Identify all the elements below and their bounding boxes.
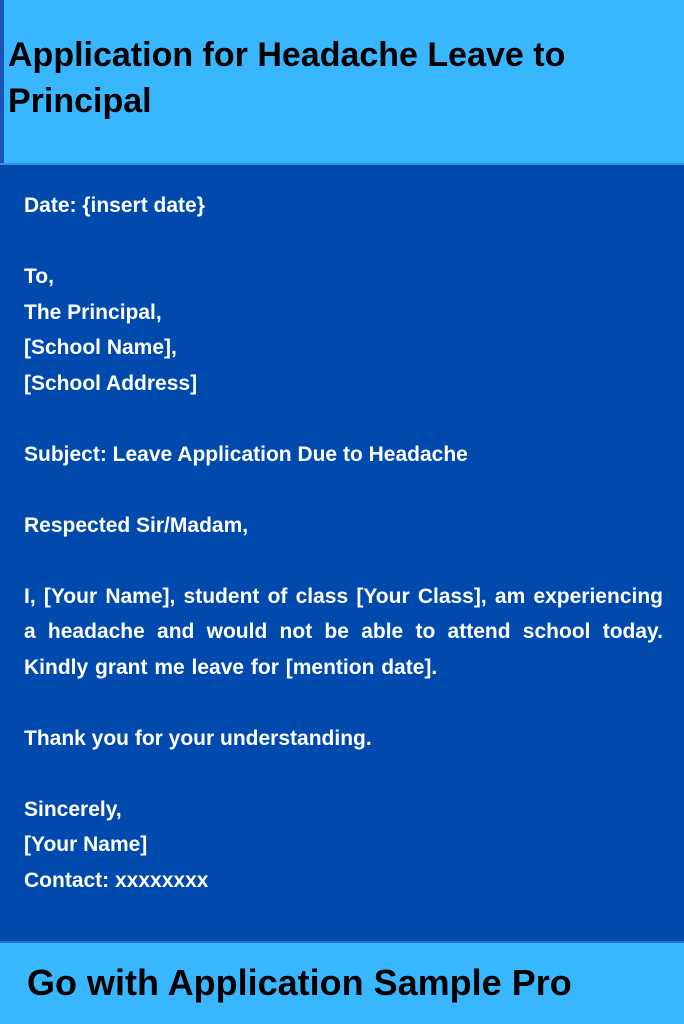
school-name-line: [School Name], bbox=[24, 336, 177, 359]
page-title: Application for Headache Leave to Principal bbox=[8, 36, 566, 120]
footer-banner bbox=[0, 941, 684, 1024]
spacer bbox=[24, 543, 663, 579]
spacer bbox=[24, 756, 663, 792]
body-paragraph: I, [Your Name], student of class [Your Class], am experiencing a headache and would not be able to attend school today. Kindly grant me leave for [mention date]. bbox=[24, 584, 663, 679]
signature-name-line: [Your Name] bbox=[24, 833, 148, 856]
letter-body bbox=[24, 188, 663, 898]
spacer bbox=[24, 685, 663, 721]
spacer bbox=[24, 401, 663, 437]
thanks-line: Thank you for your understanding. bbox=[24, 726, 372, 750]
contact-line: Contact: xxxxxxxx bbox=[24, 868, 209, 892]
recipient-line: The Principal, bbox=[24, 300, 162, 324]
date-line: Date: {insert date} bbox=[24, 194, 205, 217]
header-banner bbox=[0, 0, 684, 163]
to-line: To, bbox=[24, 265, 54, 288]
school-address-line: [School Address] bbox=[24, 371, 198, 395]
letter-panel bbox=[0, 163, 684, 941]
footer-brand-text: Go with Application Sample Pro bbox=[27, 962, 572, 1003]
spacer bbox=[24, 224, 663, 260]
closing-line: Sincerely, bbox=[24, 797, 122, 821]
subject-line: Subject: Leave Application Due to Headache bbox=[24, 442, 468, 466]
spacer bbox=[24, 472, 663, 508]
salutation-line: Respected Sir/Madam, bbox=[24, 513, 249, 537]
